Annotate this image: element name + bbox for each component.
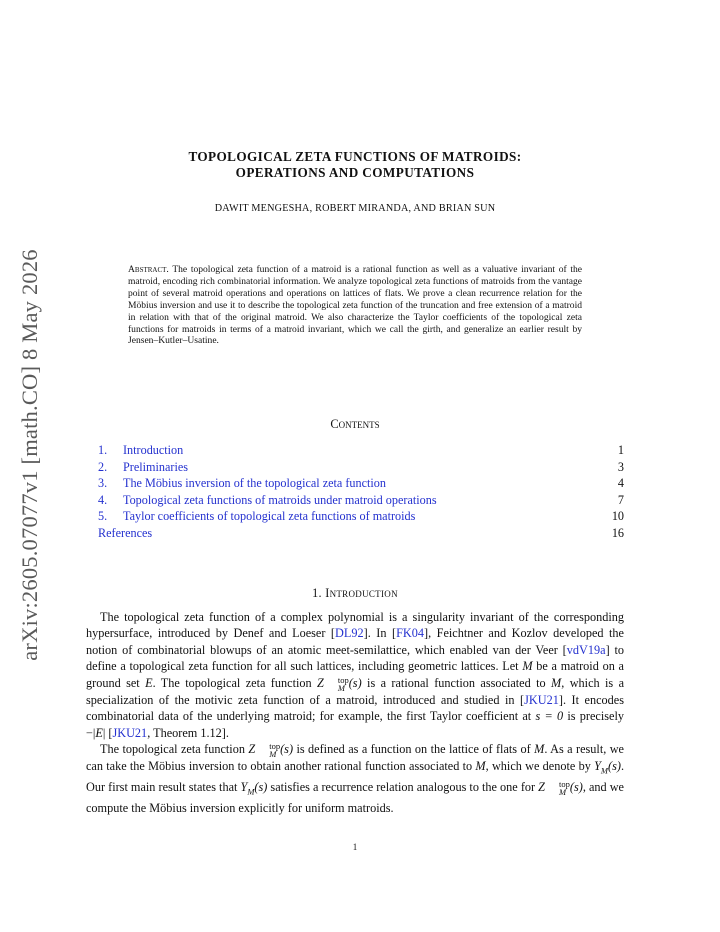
mobius-function-symbol — [594, 759, 621, 776]
toc-entry-page: 3 — [617, 459, 624, 474]
abstract-text: The topological zeta function of a matroid is a rational function as well as a valuative invariant of the matroid, encoding rich combinatorial information. We analyze topological zeta functions of matroids from the vantage point of several matroid operations and operations on lattices of flats. We prove a clean recurrence relation for the Möbius inversion and use it to describe the topological zeta function of the truncation and free extension of a matroid in relation with that of the original matroid. We also characterize the Taylor coefficients of the topological zeta functions for matroids in terms of a matroid invariant, which we call the girth, and generalize an earlier result by Jensen–Kutler–Usatine. — [128, 264, 583, 347]
toc-entry-link[interactable]: Topological zeta functions of matroids under matroid operations — [123, 492, 437, 507]
text-run: . The topological zeta function — [152, 675, 318, 690]
paragraph — [86, 609, 624, 741]
math-symbol: (s) — [569, 780, 583, 795]
text-run: ] to define a topological zeta function for all such lattices, including geometric lattices. Let — [86, 642, 625, 674]
math-symbol: M — [522, 659, 533, 674]
toc-entry-mobius-inversion[interactable] — [98, 475, 624, 492]
text-run: ]. In [ — [363, 626, 397, 641]
text-run: ], Feichtner and Kozlov developed the notion of combinatorial blowups of an atomic meet-semilattice, which enabled van der Veer [ — [86, 626, 624, 657]
introduction-body — [86, 609, 624, 816]
math-symbol: Z — [248, 742, 256, 757]
toc-entry-page: 7 — [617, 492, 624, 507]
contents-heading: Contents — [330, 417, 380, 431]
text-run: is a rational function associated to — [361, 675, 552, 690]
math-scripts — [545, 780, 570, 796]
toc-entry-page: 16 — [611, 525, 624, 540]
math-symbol: Z — [317, 675, 324, 690]
math-symbol: Y — [594, 759, 601, 774]
superscript: top — [337, 674, 349, 685]
math-symbol: M — [534, 742, 545, 757]
toc-entry-link[interactable]: References — [98, 525, 153, 540]
toc-entry-references[interactable] — [98, 525, 624, 542]
math-symbol: M — [551, 675, 562, 690]
citation-link[interactable]: JKU21 — [112, 725, 148, 740]
toc-entry-page: 1 — [617, 443, 624, 457]
math-symbol: E — [145, 675, 153, 690]
math-scripts — [255, 742, 280, 758]
text-run: ]. It encodes combinatorial data of the underlying matroid; for example, the first Taylor coefficient at — [86, 692, 624, 724]
text-run: is precisely −| — [86, 709, 624, 740]
toc-entry-introduction[interactable] — [98, 442, 624, 459]
subscript: M — [269, 749, 277, 760]
toc-entry-number: 2. — [98, 459, 108, 474]
toc-entry-link[interactable]: Preliminaries — [123, 459, 188, 474]
abstract-label: Abstract. — [128, 264, 169, 275]
section-heading-introduction: 1. Introduction — [312, 586, 398, 600]
zeta-function-symbol — [538, 779, 583, 798]
subscript: M — [247, 786, 255, 797]
text-run: satisfies a recurrence relation analogous to the one for — [267, 780, 539, 795]
abstract — [128, 264, 582, 347]
math-symbol: (s) — [280, 742, 294, 757]
math-symbol: E — [95, 725, 103, 740]
text-run: . Our first main result states that — [86, 759, 624, 795]
toc-entry-page: 10 — [611, 509, 624, 523]
toc-entry-page: 4 — [617, 476, 624, 490]
citation-link[interactable]: DL92 — [335, 626, 364, 641]
math-scripts — [324, 676, 349, 692]
toc-entry-preliminaries[interactable] — [98, 459, 624, 476]
toc-entry-taylor-coefficients[interactable] — [98, 508, 624, 525]
math-symbol: (s) — [348, 675, 362, 690]
toc-entry-matroid-operations[interactable] — [98, 492, 624, 509]
superscript: top — [269, 741, 281, 752]
toc-entry-number: 1. — [98, 443, 108, 457]
citation-link[interactable]: vdV19a — [566, 642, 606, 657]
math-symbol: M — [475, 759, 486, 774]
subscript: M — [337, 682, 345, 693]
math-symbol: s = 0 — [535, 709, 564, 724]
arxiv-identifier: arXiv:2605.07077v1 [math.CO] 8 May 2026 — [17, 249, 42, 661]
text-run: is defined as a function on the lattice of flats of — [293, 742, 535, 757]
citation-link[interactable]: JKU21 — [524, 692, 559, 707]
subscript: M — [600, 765, 608, 776]
math-symbol: Y — [240, 780, 248, 795]
page-number: 1 — [352, 842, 358, 852]
citation-link[interactable]: FK04 — [396, 626, 424, 641]
toc-entry-link[interactable]: Taylor coefficients of topological zeta functions of matroids — [123, 509, 416, 523]
text-run: be a matroid on a ground set — [86, 659, 624, 690]
subscript: M — [559, 787, 567, 798]
text-run: , Theorem 1.12]. — [147, 725, 229, 740]
math-symbol: Z — [538, 780, 545, 795]
arxiv-sidebar-stamp — [8, 245, 52, 665]
text-run: | [ — [102, 725, 113, 740]
text-run: , which is a specialization of the motivic zeta function of a matroid, introduced and studied in [ — [86, 675, 625, 707]
toc-entry-number: 4. — [98, 492, 108, 507]
title-line-2: OPERATIONS AND COMPUTATIONS — [235, 165, 475, 180]
table-of-contents — [98, 442, 624, 541]
superscript: top — [559, 779, 570, 790]
toc-entry-number: 3. — [98, 476, 108, 490]
mobius-function-symbol — [240, 780, 268, 797]
text-run: The topological zeta function of a complex polynomial is a singularity invariant of the corresponding hypersurface, introduced by Denef and Loeser [ — [86, 610, 624, 641]
zeta-function-symbol — [317, 674, 362, 693]
math-symbol: (s) — [608, 759, 621, 774]
toc-entry-link[interactable]: The Möbius inversion of the topological zeta function — [123, 476, 386, 490]
text-run: , which we denote by — [485, 759, 595, 774]
author-list: DAWIT MENGESHA, ROBERT MIRANDA, AND BRIAN SUN — [214, 203, 496, 214]
text-run: , and we compute the Möbius inversion explicitly for uniform matroids. — [86, 780, 624, 815]
zeta-function-symbol — [248, 741, 294, 760]
toc-entry-number: 5. — [98, 509, 108, 523]
text-run: The topological zeta function — [100, 742, 249, 757]
paper-title — [86, 149, 624, 181]
text-run: . As a result, we can take the Möbius inversion to obtain another rational function associated to — [86, 742, 624, 774]
toc-entry-link[interactable]: Introduction — [123, 443, 184, 457]
paragraph — [86, 741, 624, 816]
title-line-1: TOPOLOGICAL ZETA FUNCTIONS OF MATROIDS: — [188, 149, 522, 164]
math-symbol: (s) — [254, 780, 268, 795]
